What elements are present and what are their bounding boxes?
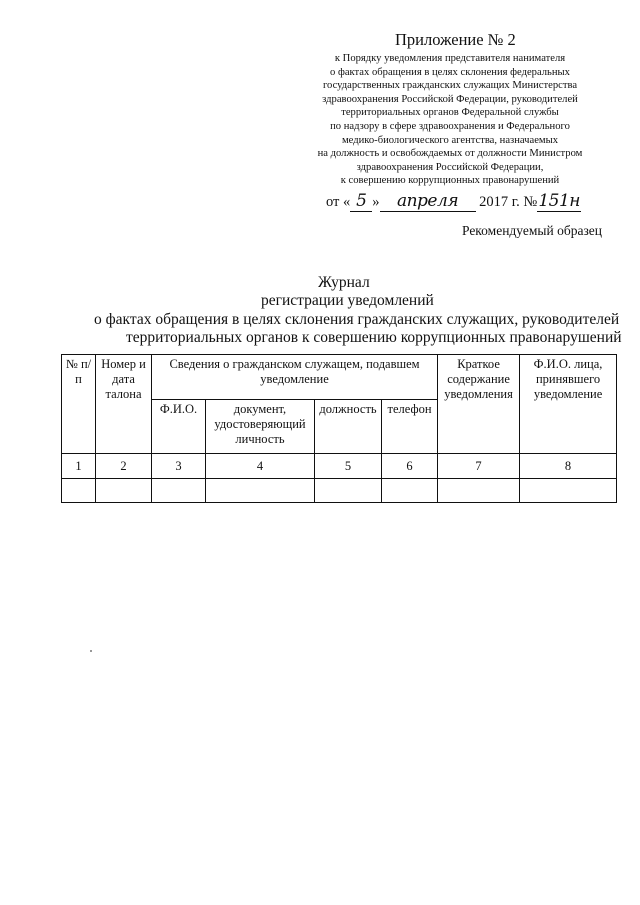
appendix-line: к Порядку уведомления представителя нанимателя <box>334 53 566 64</box>
appendix-line: медико-биологического агентства, назначаемых <box>341 134 559 146</box>
table-row <box>62 479 617 503</box>
appendix-line: о фактах обращения в целях склонения федеральных <box>330 66 570 78</box>
table-cell[interactable] <box>96 479 152 503</box>
appendix-line: здравоохранения Российской Федерации, руководителей <box>322 93 578 105</box>
appendix-line: здравоохранения Российской Федерации, <box>356 161 544 173</box>
journal-line-2: регистрации уведомлений <box>261 292 434 309</box>
appendix-line: на должность и освобождаемых от должности Министром <box>317 148 583 160</box>
table-header-row <box>62 355 617 400</box>
header-ticket: Номер и дата талона <box>96 355 152 454</box>
appendix-line: к совершению коррупционных правонарушений <box>340 175 560 187</box>
journal-line-3: о фактах обращения в целях склонения гражданских служащих, руководителей <box>94 311 620 328</box>
scan-speck <box>90 650 92 652</box>
index-cell: 3 <box>152 454 206 479</box>
appendix-description <box>300 52 600 188</box>
index-cell: 2 <box>96 454 152 479</box>
appendix-line: по надзору в сфере здравоохранения и Федерального <box>330 120 570 132</box>
table-cell[interactable] <box>62 479 96 503</box>
sample-label: Рекомендуемый образец <box>461 223 602 238</box>
order-day: 5 <box>350 191 372 212</box>
table-cell[interactable] <box>152 479 206 503</box>
order-reference <box>326 191 581 212</box>
order-mid: » <box>372 194 380 210</box>
table-index-row <box>62 454 617 479</box>
header-receiver: Ф.И.О. лица, принявшего уведомление <box>520 355 617 454</box>
index-cell: 8 <box>520 454 617 479</box>
table-cell[interactable] <box>520 479 617 503</box>
index-cell: 4 <box>206 454 315 479</box>
order-number: 151н <box>538 191 581 211</box>
subheader-phone: телефон <box>382 400 438 454</box>
order-prefix: от « <box>326 194 351 210</box>
header-number: № п/п <box>62 355 96 454</box>
subheader-document: документ, удостоверяющий личность <box>206 400 315 454</box>
order-month: апреля <box>380 191 476 212</box>
table-cell[interactable] <box>438 479 520 503</box>
appendix-line: территориальных органов Федеральной службы <box>341 107 559 119</box>
journal-line-1: Журнал <box>318 274 370 291</box>
subheader-position: должность <box>315 400 382 454</box>
table-cell[interactable] <box>206 479 315 503</box>
journal-line-4: территориальных органов к совершению коррупционных правонарушений <box>126 329 622 346</box>
index-cell: 1 <box>62 454 96 479</box>
index-cell: 6 <box>382 454 438 479</box>
appendix-line: государственных гражданских служащих Министерства <box>322 80 578 92</box>
order-year: 2017 г. № <box>479 194 538 210</box>
header-summary: Краткое содержание уведомления <box>438 355 520 454</box>
table-cell[interactable] <box>315 479 382 503</box>
index-cell: 5 <box>315 454 382 479</box>
table-cell[interactable] <box>382 479 438 503</box>
header-employee-info: Сведения о гражданском служащем, подавшем уведомление <box>152 355 438 400</box>
index-cell: 7 <box>438 454 520 479</box>
subheader-fio: Ф.И.О. <box>152 400 206 454</box>
registration-table <box>61 354 617 503</box>
